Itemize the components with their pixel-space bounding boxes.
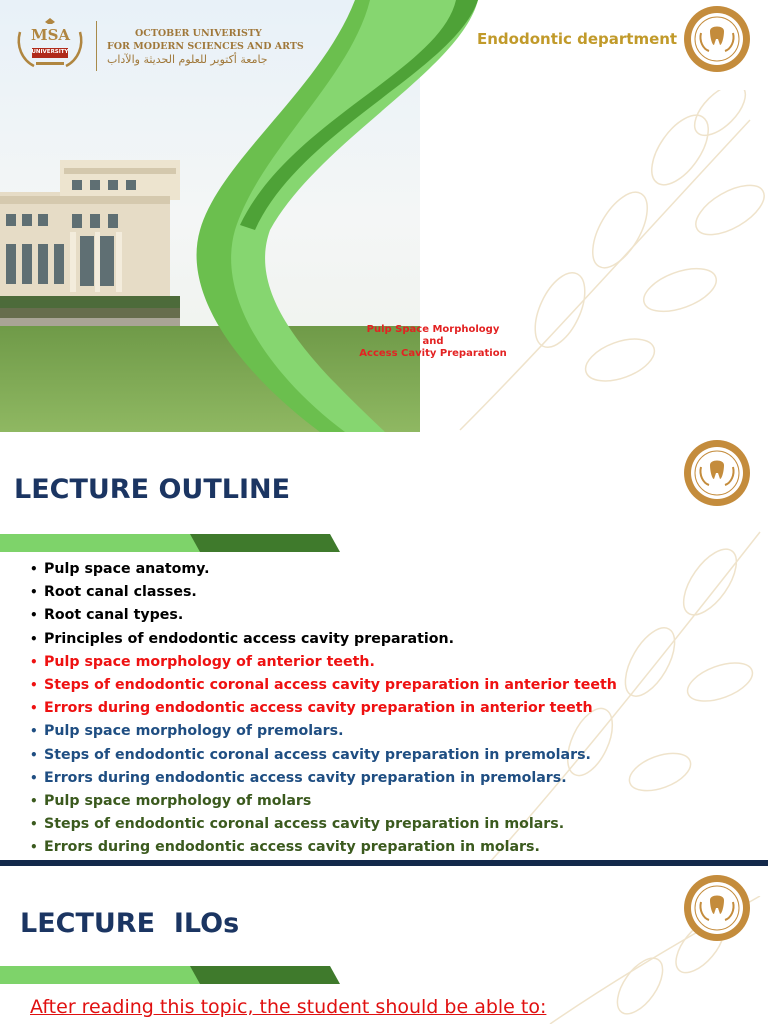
- outline-item: [30, 651, 617, 674]
- outline-item-text: Errors during endodontic access cavity preparation in premolars.: [44, 769, 567, 786]
- bullet-icon: •: [30, 724, 38, 739]
- outline-item: [30, 697, 617, 720]
- university-name-ar: جامعة أكتوبر للعلوم الحديثة والآداب: [107, 52, 268, 66]
- university-name-en-2: FOR MODERN SCIENCES AND ARTS: [107, 40, 304, 52]
- bullet-icon: •: [30, 817, 38, 832]
- faculty-seal: [683, 5, 751, 73]
- outline-item-text: Pulp space morphology of anterior teeth.: [44, 653, 375, 670]
- outline-item-text: Errors during endodontic access cavity preparation in anterior teeth: [44, 700, 593, 717]
- bullet-icon: •: [30, 770, 38, 785]
- outline-item-text: Errors during endodontic access cavity preparation in molars.: [44, 839, 540, 856]
- outline-item: [30, 581, 617, 604]
- outline-list: [30, 558, 617, 860]
- bullet-icon: •: [30, 747, 38, 762]
- heading-underline-bar: [0, 966, 345, 984]
- outline-item-text: Principles of endodontic access cavity preparation.: [44, 630, 455, 647]
- outline-item: [30, 674, 617, 697]
- lecture-title: [338, 324, 528, 360]
- outline-item-text: Pulp space morphology of premolars.: [44, 723, 344, 740]
- outline-item: [30, 628, 617, 651]
- bullet-icon: •: [30, 678, 38, 693]
- outline-item: [30, 767, 617, 790]
- leaf-pattern: [420, 90, 768, 432]
- lecture-title-line2: and: [422, 336, 444, 347]
- logo-separator: [96, 21, 97, 71]
- outline-item: [30, 836, 617, 859]
- university-name-en-1: OCTOBER UNIVERISTY: [135, 27, 262, 39]
- faculty-seal: [683, 874, 751, 942]
- outline-slide: [0, 432, 768, 862]
- faculty-seal: [683, 439, 751, 507]
- outline-item: [30, 720, 617, 743]
- outline-item-text: Root canal classes.: [44, 584, 197, 601]
- outline-item-text: Steps of endodontic coronal access cavity preparation in premolars.: [44, 746, 591, 763]
- outline-item-text: Pulp space anatomy.: [44, 561, 210, 577]
- outline-item-text: Pulp space morphology of molars: [44, 793, 312, 810]
- bullet-icon: •: [30, 562, 38, 576]
- outline-heading: LECTURE OUTLINE: [14, 474, 291, 505]
- ilos-slide: [0, 866, 768, 1024]
- bullet-icon: •: [30, 608, 38, 623]
- outline-item: [30, 604, 617, 627]
- logo-text: MSA: [31, 26, 71, 44]
- outline-item: [30, 744, 617, 767]
- university-name: [107, 27, 304, 66]
- ilos-subheading: After reading this topic, the student should be able to:: [30, 996, 547, 1018]
- title-slide: [0, 0, 768, 432]
- department-label: Endodontic department: [477, 30, 678, 48]
- outline-item-text: Steps of endodontic coronal access cavity preparation in anterior teeth: [44, 677, 617, 694]
- bullet-icon: •: [30, 654, 38, 669]
- bullet-icon: •: [30, 701, 38, 716]
- outline-item: [30, 790, 617, 813]
- logo-sub: UNIVERSITY: [31, 49, 69, 55]
- lecture-title-line1: Pulp Space Morphology: [366, 324, 500, 335]
- bullet-icon: •: [30, 631, 38, 646]
- bullet-icon: •: [30, 840, 38, 855]
- bullet-icon: •: [30, 794, 38, 809]
- outline-item-text: Steps of endodontic coronal access cavity preparation in molars.: [44, 816, 565, 833]
- lecture-title-line3: Access Cavity Preparation: [359, 348, 507, 359]
- bullet-icon: •: [30, 585, 38, 600]
- outline-item: [30, 813, 617, 836]
- university-logo-block: [14, 18, 304, 74]
- heading-underline-bar: [0, 534, 345, 552]
- outline-item: [30, 558, 617, 581]
- ilos-heading: LECTURE ILOs: [20, 908, 240, 939]
- outline-item-text: Root canal types.: [44, 607, 184, 624]
